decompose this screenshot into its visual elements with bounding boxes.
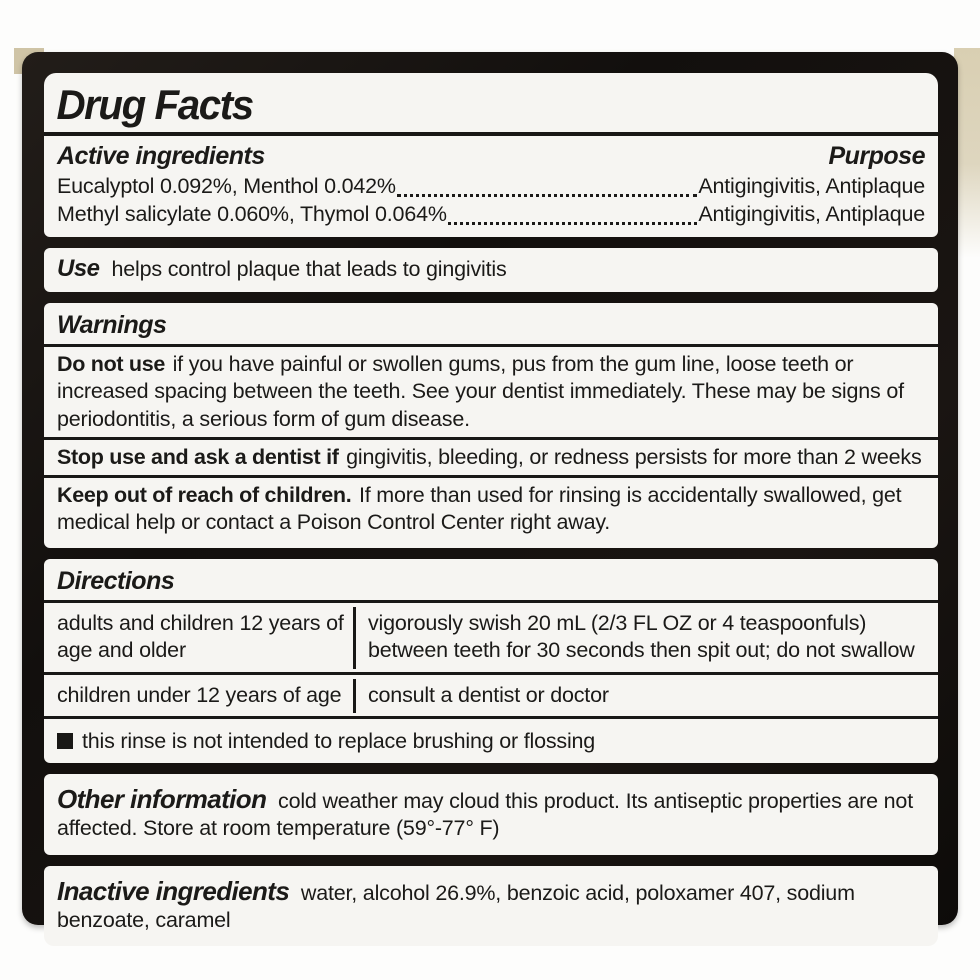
bottle-back-panel — [22, 52, 958, 933]
section-use — [44, 248, 938, 292]
active-ingredients-header-row — [44, 140, 938, 173]
active-ingredients-heading: Active ingredients — [57, 142, 265, 171]
directions-heading: Directions — [57, 566, 175, 595]
divider-rule — [44, 672, 938, 675]
directions-note-text: this rinse is not intended to replace brushing or flossing — [82, 728, 596, 753]
section-warnings — [44, 303, 938, 548]
keep-out-paragraph — [44, 482, 938, 536]
section-drug-facts-header — [44, 73, 938, 237]
do-not-use-paragraph — [44, 351, 938, 432]
inactive-ingredients-paragraph — [44, 875, 938, 935]
ingredient-names: Eucalyptol 0.092%, Menthol 0.042% — [57, 173, 396, 198]
divider-rule — [44, 344, 938, 347]
other-information-text: cold weather may cloud this product. Its antiseptic properties are not affected. Store at room temperature (59°-77° F) — [57, 788, 913, 841]
directions-table-row — [44, 679, 938, 713]
do-not-use-lead: Do not use — [57, 352, 166, 377]
active-ingredient-row — [44, 173, 938, 201]
use-text: helps control plaque that leads to gingivitis — [111, 256, 507, 281]
divider-rule — [44, 132, 938, 136]
keep-out-text: If more than used for rinsing is accidentally swallowed, get medical help or contact a Poison Control Center right away. — [57, 482, 902, 534]
inactive-ingredients-heading: Inactive ingredients — [57, 875, 290, 906]
ingredient-purpose: Antigingivitis, Antiplaque — [698, 173, 925, 198]
divider-rule — [44, 437, 938, 440]
dotted-leader — [448, 222, 698, 225]
purpose-heading: Purpose — [828, 142, 925, 171]
keep-out-lead: Keep out of reach of children. — [57, 482, 352, 507]
directions-age-cell: adults and children 12 years of age and older — [44, 607, 356, 668]
directions-table-row — [44, 607, 938, 668]
directions-age-cell: children under 12 years of age — [44, 679, 356, 713]
divider-rule — [44, 600, 938, 603]
dotted-leader — [397, 194, 698, 197]
drug-facts-title: Drug Facts — [56, 81, 253, 128]
ingredient-names: Methyl salicylate 0.060%, Thymol 0.064% — [57, 201, 447, 226]
divider-rule — [44, 716, 938, 719]
stop-use-paragraph — [44, 444, 938, 471]
divider-rule — [44, 475, 938, 478]
other-information-paragraph — [44, 783, 938, 843]
directions-instruction-cell: consult a dentist or doctor — [368, 682, 609, 707]
square-bullet-icon — [57, 733, 73, 749]
warnings-heading: Warnings — [57, 310, 167, 339]
use-line — [44, 254, 938, 284]
inactive-ingredients-text: water, alcohol 26.9%, benzoic acid, poloxamer 407, sodium benzoate, caramel — [57, 880, 855, 933]
use-heading: Use — [57, 254, 100, 282]
ingredient-purpose: Antigingivitis, Antiplaque — [698, 201, 925, 226]
section-directions — [44, 559, 938, 763]
do-not-use-text: if you have painful or swollen gums, pus from the gum line, loose teeth or increased spacing between the teeth. See your dentist immediately. These may be signs of periodontitis, a serious form of gum disease. — [57, 352, 904, 431]
section-inactive-ingredients — [44, 866, 938, 947]
stop-use-lead: Stop use and ask a dentist if — [57, 444, 339, 469]
active-ingredient-row — [44, 201, 938, 229]
other-information-heading: Other information — [57, 783, 267, 814]
directions-instruction-cell: vigorously swish 20 mL (2/3 FL OZ or 4 teaspoonfuls) between teeth for 30 seconds then spit out; do not swallow — [368, 611, 915, 663]
stop-use-text: gingivitis, bleeding, or redness persists for more than 2 weeks — [346, 444, 922, 469]
section-other-information — [44, 774, 938, 855]
directions-note-row — [44, 723, 938, 755]
